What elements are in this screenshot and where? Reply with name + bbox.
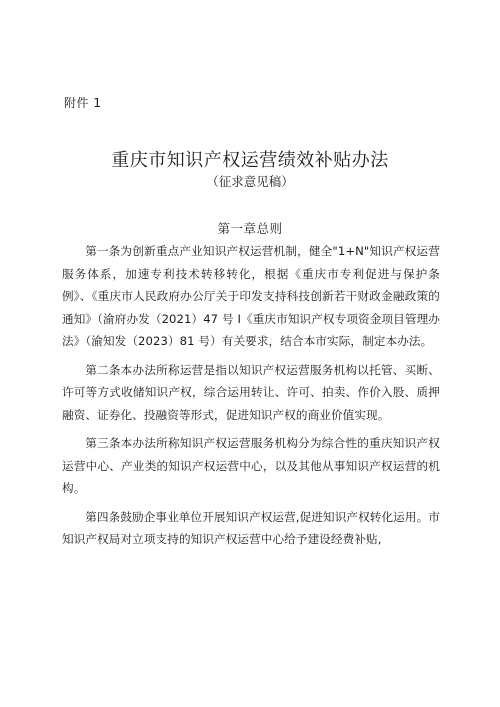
document-subtitle: （征求意见稿） bbox=[206, 174, 294, 189]
article-3-paragraph: 第三条本办法所称知识产权运营服务机构分为综合性的重庆知识产权运营中心、产业类的知识产权运营中心，以及其他从事知识产权运营的机构。 bbox=[62, 436, 440, 495]
article-2-paragraph: 第二条本办法所称运营是指以知识产权运营服务机构以托管、买断、许可等方式收储知识产权，综合运用转让、许可、拍卖、作价入股、质押融资、证券化、投融资等形式，促进知识产权的商业价值实现。 bbox=[62, 362, 440, 422]
document-title: 重庆市知识产权运营绩效补贴办法 bbox=[111, 150, 389, 171]
chapter-heading: 第一章总则 bbox=[217, 221, 283, 236]
document-body bbox=[62, 240, 440, 557]
article-1-paragraph: 第一条为创新重点产业知识产权运营机制，健全"1+N"知识产权运营服务体系，加速专利技术转移转化，根据《重庆市专利促进与保护条例》、《重庆市人民政府办公厅关于印发支持科技创新若干财政金融政策的通知》（渝府办发（2021）47 号 I《重庆市知识产权专项资金项目管理办法》（渝知发（2023）81 号）有关要求，结合本市实际，制定本办法。 bbox=[62, 244, 440, 348]
article-4-paragraph: 第四条鼓励企事业单位开展知识产权运营,促进知识产权转化运用。市知识产权局对立项支持的知识产权运营中心给予建设经费补贴, bbox=[62, 509, 440, 546]
attachment-label: 附件 1 bbox=[64, 96, 102, 110]
